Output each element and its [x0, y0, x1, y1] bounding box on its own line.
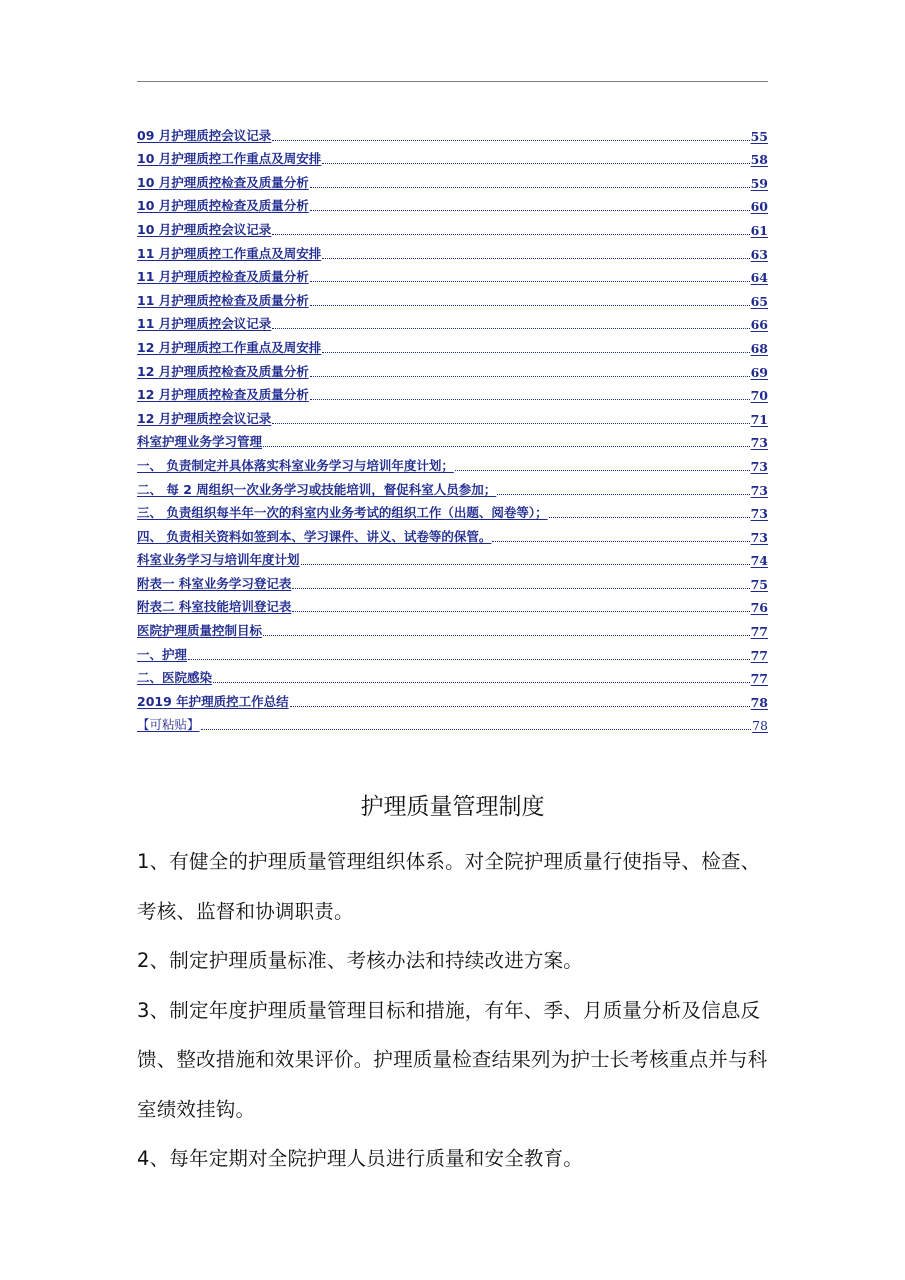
toc-leader-dots — [272, 423, 749, 424]
toc-entry-page: 78 — [750, 694, 768, 710]
toc-entry[interactable] — [137, 239, 768, 263]
toc-entry-title: 三、 负责组织每半年一次的科室内业务考试的组织工作（出题、阅卷等）； — [137, 505, 548, 521]
toc-leader-dots — [549, 517, 750, 518]
header-rule — [137, 81, 768, 82]
body-paragraph: 2、制定护理质量标准、考核办法和持续改进方案。 — [137, 949, 584, 972]
toc-entry-title: 12 月护理质控检查及质量分析 — [137, 363, 309, 379]
toc-entry-title: 2019 年护理质控工作总结 — [137, 693, 289, 709]
toc-entry[interactable] — [137, 168, 768, 192]
toc-entry[interactable] — [137, 687, 768, 711]
toc-entry-title: 二、 每 2 周组织一次业务学习或技能培训，督促科室人员参加； — [137, 481, 497, 497]
toc-entry[interactable] — [137, 664, 768, 688]
toc-entry-title: 11 月护理质控检查及质量分析 — [137, 292, 309, 308]
toc-leader-dots — [322, 258, 749, 259]
toc-entry-title: 四、 负责相关资料如签到本、学习课件、讲义、试卷等的保管。 — [137, 528, 492, 544]
toc-leader-dots — [322, 352, 749, 353]
toc-entry-page: 70 — [750, 388, 768, 404]
toc-entry-page: 63 — [750, 246, 768, 262]
toc-leader-dots — [455, 470, 750, 471]
toc-entry-page: 73 — [750, 529, 768, 545]
toc-leader-dots — [272, 328, 749, 329]
toc-entry-title: 【可粘贴】 — [137, 717, 200, 733]
toc-entry-page: 77 — [750, 671, 768, 687]
toc-entry-page: 73 — [750, 458, 768, 474]
toc-leader-dots — [263, 446, 750, 447]
toc-entry-title: 09 月护理质控会议记录 — [137, 127, 272, 143]
toc-entry-title: 科室护理业务学习管理 — [137, 434, 263, 450]
toc-entry-page: 61 — [750, 222, 768, 238]
toc-entry[interactable] — [137, 215, 768, 239]
toc-entry-page: 73 — [750, 435, 768, 451]
body-paragraph: 3、制定年度护理质量管理目标和措施，有年、季、月质量分析及信息反馈、整改措施和效果评价。护理质量检查结果列为护士长考核重点并与科室绩效挂钩。 — [137, 998, 768, 1121]
toc-leader-dots — [492, 541, 749, 542]
toc-entry[interactable] — [137, 569, 768, 593]
toc-entry[interactable] — [137, 310, 768, 334]
toc-entry-page: 71 — [750, 411, 768, 427]
toc-entry[interactable] — [137, 616, 768, 640]
toc-entry-page: 64 — [750, 270, 768, 286]
toc-leader-dots — [322, 163, 749, 164]
toc-entry-page: 76 — [750, 600, 768, 616]
toc-entry[interactable] — [137, 145, 768, 169]
toc-entry-page: 60 — [750, 199, 768, 215]
toc-entry-title: 科室业务学习与培训年度计划 — [137, 552, 300, 568]
toc-entry-page: 74 — [750, 553, 768, 569]
toc-entry[interactable] — [137, 428, 768, 452]
toc-entry-title: 附表一 科室业务学习登记表 — [137, 575, 292, 591]
toc-entry-title: 10 月护理质控检查及质量分析 — [137, 198, 309, 214]
toc-entry-page: 73 — [750, 506, 768, 522]
toc-leader-dots — [310, 187, 750, 188]
toc-entry-page: 68 — [750, 340, 768, 356]
toc-entry-page: 58 — [750, 152, 768, 168]
toc-entry-title: 12 月护理质控会议记录 — [137, 410, 272, 426]
toc-entry[interactable] — [137, 357, 768, 381]
toc-entry-title: 10 月护理质控会议记录 — [137, 221, 272, 237]
table-of-contents — [137, 121, 768, 734]
toc-entry[interactable] — [137, 121, 768, 145]
toc-entry-title: 附表二 科室技能培训登记表 — [137, 599, 292, 615]
toc-entry[interactable] — [137, 404, 768, 428]
toc-entry-title: 11 月护理质控工作重点及周安排 — [137, 245, 322, 261]
toc-entry[interactable] — [137, 451, 768, 475]
toc-leader-dots — [272, 234, 749, 235]
toc-entry-title: 一、 负责制定并具体落实科室业务学习与培训年度计划； — [137, 457, 454, 473]
toc-entry-page: 66 — [750, 317, 768, 333]
toc-entry[interactable] — [137, 475, 768, 499]
toc-leader-dots — [301, 564, 750, 565]
toc-leader-dots — [497, 494, 749, 495]
toc-entry[interactable] — [137, 286, 768, 310]
toc-entry-title: 12 月护理质控检查及质量分析 — [137, 387, 309, 403]
body-paragraph: 4、每年定期对全院护理人员进行质量和安全教育。 — [137, 1147, 584, 1170]
toc-leader-dots — [272, 140, 749, 141]
toc-leader-dots — [310, 399, 750, 400]
toc-entry-title: 10 月护理质控工作重点及周安排 — [137, 151, 322, 167]
toc-entry-page: 78 — [752, 718, 768, 734]
toc-entry-page: 65 — [750, 293, 768, 309]
toc-entry-page: 69 — [750, 364, 768, 380]
toc-entry-page: 77 — [750, 624, 768, 640]
toc-entry-page: 77 — [750, 647, 768, 663]
toc-leader-dots — [292, 588, 749, 589]
toc-entry-title: 11 月护理质控检查及质量分析 — [137, 269, 309, 285]
toc-entry-title: 医院护理质量控制目标 — [137, 623, 263, 639]
toc-entry[interactable] — [137, 263, 768, 287]
toc-entry[interactable] — [137, 640, 768, 664]
toc-entry[interactable] — [137, 381, 768, 405]
toc-entry-page: 75 — [750, 576, 768, 592]
toc-entry-page: 55 — [750, 128, 768, 144]
toc-leader-dots — [310, 281, 750, 282]
toc-entry[interactable] — [137, 333, 768, 357]
document-title: 护理质量管理制度 — [360, 794, 545, 820]
toc-entry[interactable] — [137, 593, 768, 617]
toc-entry-title: 二、医院感染 — [137, 670, 213, 686]
body-paragraph: 1、有健全的护理质量管理组织体系。对全院护理质量行使指导、检查、考核、监督和协调职责。 — [137, 850, 761, 923]
toc-entry-title: 11 月护理质控会议记录 — [137, 316, 272, 332]
toc-entry[interactable] — [137, 522, 768, 546]
toc-leader-dots — [310, 210, 750, 211]
toc-leader-dots — [310, 376, 750, 377]
toc-leader-dots — [292, 611, 749, 612]
toc-entry[interactable] — [137, 192, 768, 216]
toc-leader-dots — [310, 305, 750, 306]
toc-leader-dots — [188, 659, 750, 660]
toc-entry[interactable] — [137, 711, 768, 735]
toc-entry[interactable] — [137, 546, 768, 570]
toc-leader-dots — [201, 729, 752, 730]
toc-leader-dots — [263, 635, 750, 636]
toc-entry-title: 一、护理 — [137, 646, 188, 662]
toc-entry-page: 73 — [750, 482, 768, 498]
toc-entry-title: 12 月护理质控工作重点及周安排 — [137, 339, 322, 355]
document-body — [137, 837, 777, 1184]
toc-entry-title: 10 月护理质控检查及质量分析 — [137, 174, 309, 190]
toc-leader-dots — [213, 682, 750, 683]
toc-entry[interactable] — [137, 499, 768, 523]
toc-entry-page: 59 — [750, 175, 768, 191]
toc-leader-dots — [290, 706, 750, 707]
